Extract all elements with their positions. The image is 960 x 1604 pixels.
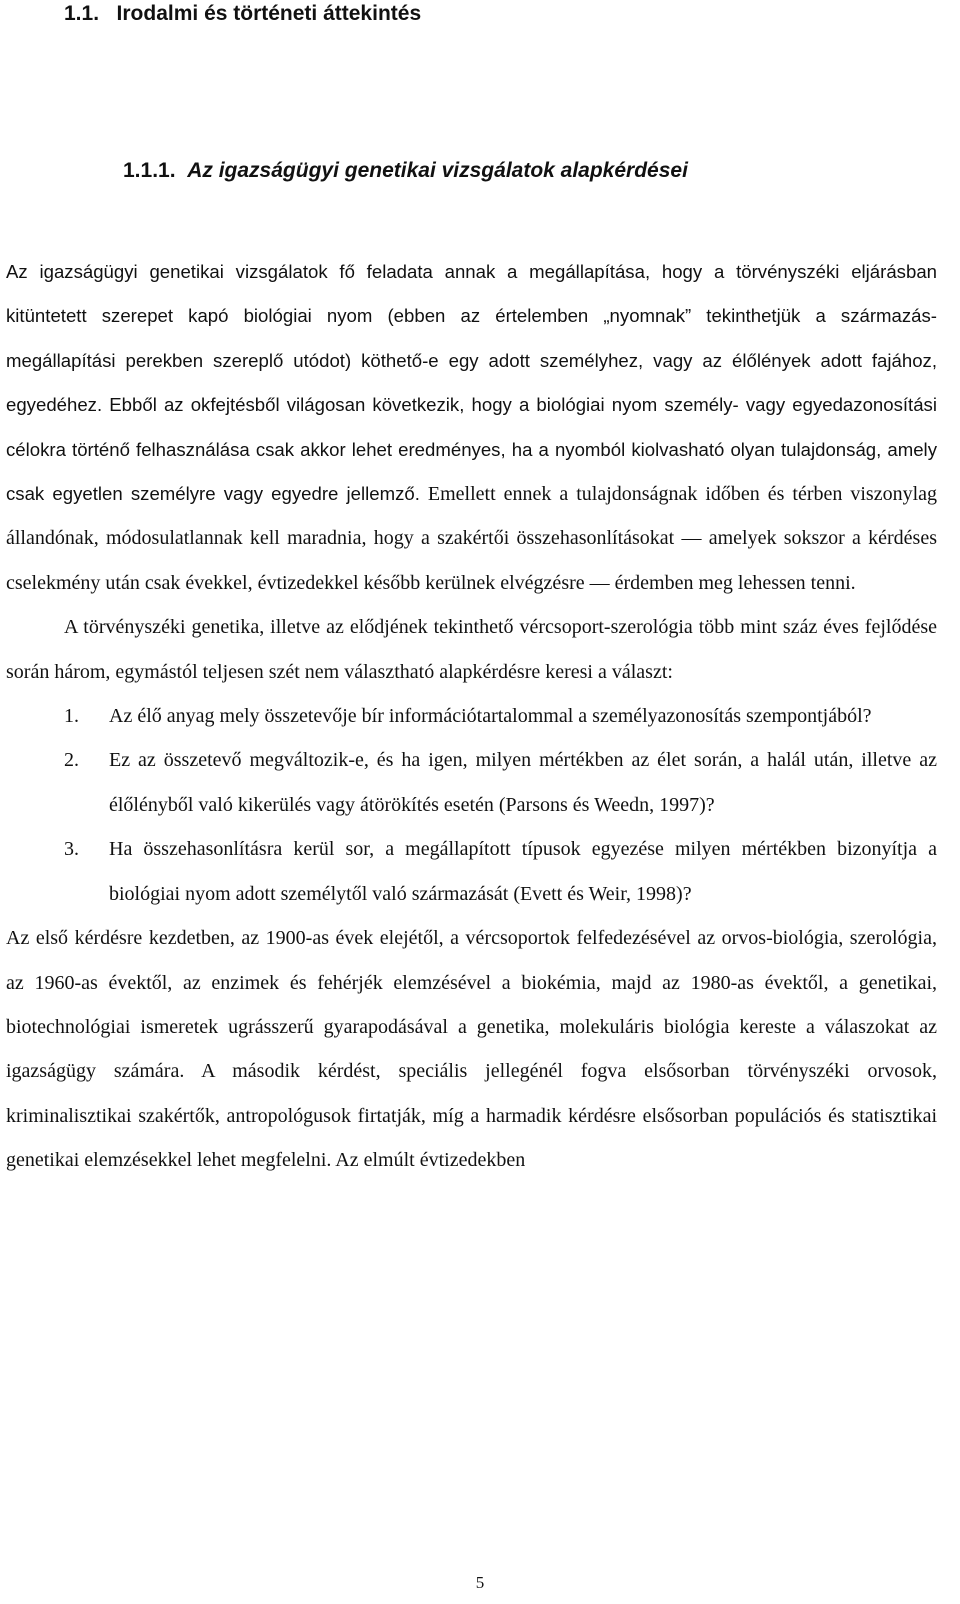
- list-item-text: Ez az összetevő megváltozik-e, és ha igen, milyen mértékben az élet során, a halál után, illetve az élőlényből való kikerülés vagy átörökítés esetén (Parsons és Weedn, 1997)?: [109, 749, 937, 816]
- subsection-heading: [123, 157, 688, 185]
- list-item: [6, 694, 937, 738]
- subsection-number: 1.1.1.: [123, 159, 176, 182]
- list-item: [6, 738, 937, 827]
- paragraph-1-serif-part: Emellett ennek a tulajdonságnak időben és térben viszonylag állandónak, módosulatlannak kell maradnia, hogy a szakértői összehasonlításokat ― amelyek sokszor a kérdéses cselekmény után csak évekkel, évtizedekkel később kerülnek elvégzésre ― érdemben meg lehessen tenni.: [6, 483, 938, 594]
- body-text: [6, 250, 937, 1183]
- list-item: [6, 827, 937, 916]
- section-heading: [64, 0, 421, 28]
- section-number: 1.1.: [64, 2, 100, 25]
- paragraph-1: [6, 250, 937, 605]
- list-item-text: Ha összehasonlításra kerül sor, a megállapított típusok egyezése milyen mértékben bizonyítja a biológiai nyom adott személytől való származását (Evett és Weir, 1998)?: [109, 838, 937, 905]
- list-item-number: 2.: [64, 749, 79, 772]
- page-number: 5: [475, 1573, 485, 1592]
- section-title: Irodalmi és történeti áttekintés: [116, 2, 422, 25]
- subsection-title: Az igazságügyi genetikai vizsgálatok alapkérdései: [187, 159, 688, 182]
- list-item-number: 3.: [64, 838, 79, 861]
- paragraph-2: A törvényszéki genetika, illetve az elődjének tekinthető vércsoport-szerológia több mint száz éves fejlődése során három, egymástól teljesen szét nem választható alapkérdésre keresi a választ:: [6, 616, 937, 683]
- list-item-text: Az élő anyag mely összetevője bír információtartalommal a személyazonosítás szempontjából?: [109, 705, 872, 728]
- paragraph-3: Az első kérdésre kezdetben, az 1900-as évek elejétől, a vércsoportok felfedezésével az orvos-biológia, szerológia, az 1960-as évektől, az enzimek és fehérjék elemzésével a biokémia, majd az 1980-as évektől, a genetikai, biotechnológiai ismeretek ugrásszerű gyarapodásával a genetika, molekuláris biológia kereste a válaszokat az igazságügy számára. A második kérdést, speciális jellegénél fogva elsősorban törvényszéki orvosok, kriminalisztikai szakértők, antropológusok firtatják, míg a harmadik kérdésre elsősorban populációs és statisztikai genetikai elemzésekkel lehet megfelelni. Az elmúlt évtizedekben: [6, 927, 937, 1172]
- list-item-number: 1.: [64, 705, 79, 728]
- question-list: [6, 694, 937, 916]
- paragraph-1-sans-part: Az igazságügyi genetikai vizsgálatok fő feladata annak a megállapítása, hogy a törvényszéki eljárásban kitüntetett szerepet kapó biológiai nyom (ebben az értelemben „nyomnak” tekinthetjük a származás-megállapítási perekben szereplő utódot) köthető-e egy adott személyhez, vagy az élőlények adott fajához, egyedéhez. Ebből az okfejtésből világosan következik, hogy a biológiai nyom személy- vagy egyedazonosítási célokra történő felhasználása csak akkor lehet eredményes, ha a nyomból kiolvasható olyan tulajdonság, amely csak egyetlen személyre vagy egyedre jellemző.: [6, 261, 937, 505]
